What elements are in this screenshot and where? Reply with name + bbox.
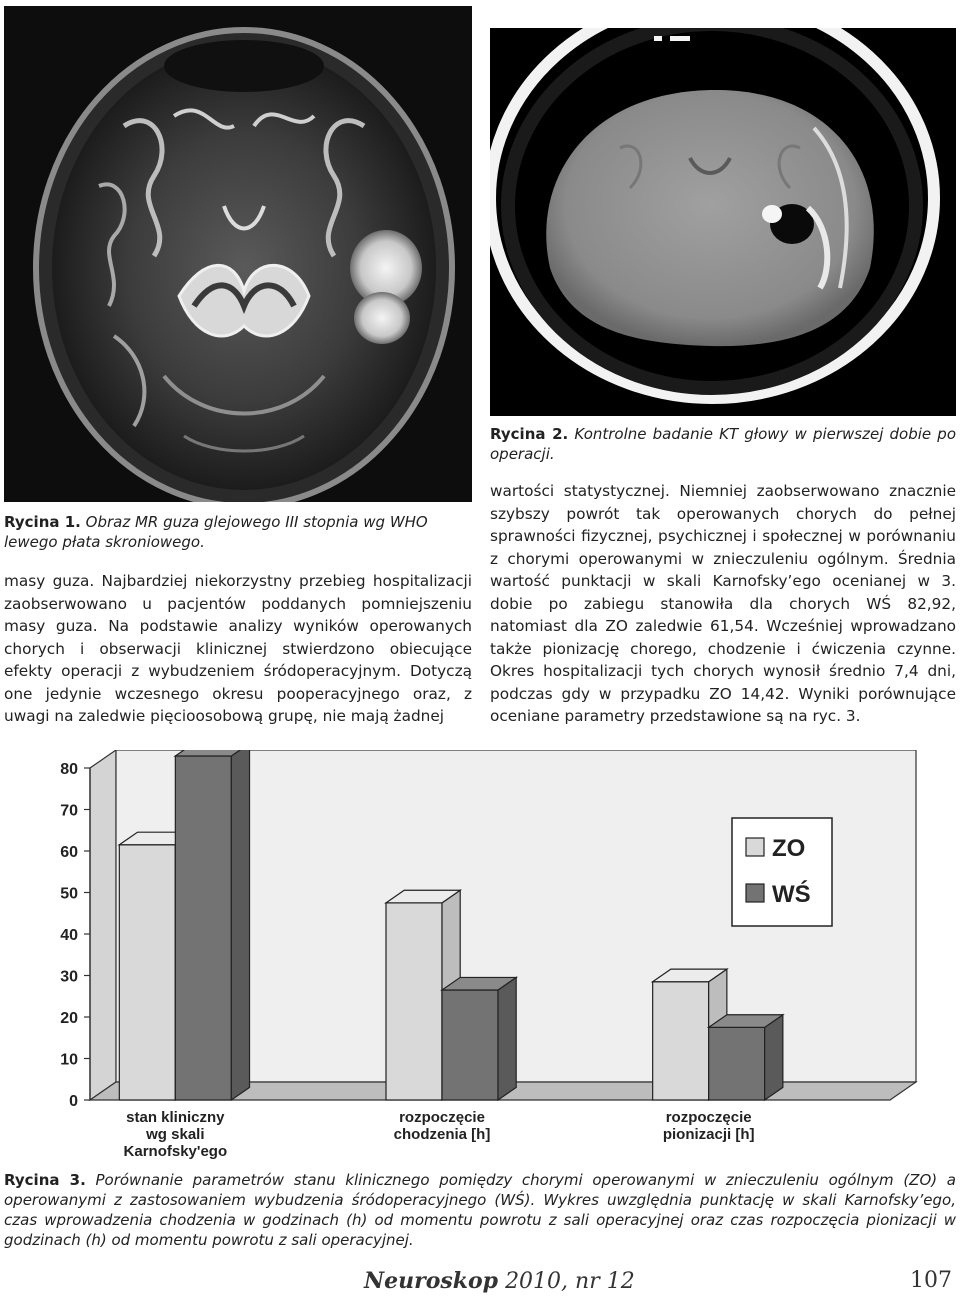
chart-side-wall (90, 750, 116, 1100)
figure-3-caption-text: Porównanie parametrów stanu klinicznego pomiędzy chorymi operowanymi w znieczuleniu ogólnym (ZO) a operowanymi z zastosowaniem wybudzenia śródoperacyjnego (WŚ). Wykres uwzględnia punktację w skali Karnofsky’ego, czas wprowadzenia chodzenia w godzinach (h) od momentu powrotu z sali operacyjnej oraz czas rozpoczęcia pionizacji w godzinach (h) od momentu powrotu z sali operacyjnej. (4, 1171, 956, 1249)
body-paragraph-right: wartości statystycznej. Niemniej zaobserwowano znacznie szybszy powrót tak operowanych chorych do pełnej sprawności fizycznej, psychicznej i społecznej w porównaniu z chorymi operowanymi w znieczuleniu ogólnym. Średnia wartość punktacji w skali Karnofsky’ego ocenianej w 3. dobie po zabiegu stanowiła dla chorych WŚ 82,92, natomiast dla ZO zaledwie 61,54. Wcześniej wprowadzano także pionizację chorego, chodzenie i ćwiczenia czynne. Okres hospitalizacji tych chorych wynosił średnio 7,4 dni, podczas gdy w przypadku ZO 14,42. Wyniki porównujące oceniane parametry przedstawione są na ryc. 3. (490, 482, 956, 725)
legend-label-WŚ: WŚ (772, 881, 811, 908)
category-label: wg skali (146, 1126, 205, 1143)
bar-ZO-2 (653, 982, 709, 1100)
y-tick-label: 50 (60, 885, 78, 903)
figure-2-caption-text: Kontrolne badanie KT głowy w pierwszej dobie po operacji. (490, 425, 956, 463)
figure-2-caption-label: Rycina 2. (490, 425, 569, 443)
category-label: chodzenia [h] (393, 1126, 491, 1143)
journal-issue: 2010, nr 12 (505, 1269, 635, 1294)
y-tick-label: 0 (69, 1093, 78, 1110)
bar-chart-svg (40, 750, 940, 1160)
body-text-left-column (4, 570, 472, 728)
figure-1-caption (4, 512, 472, 552)
category-label: rozpoczęcie (665, 1109, 752, 1126)
figure-1-mr-image (4, 6, 472, 502)
figure-2-caption (490, 424, 956, 464)
page-number: 107 (910, 1268, 952, 1293)
y-tick-label: 70 (60, 802, 78, 820)
figure-3-bar-chart (40, 750, 940, 1160)
bar-WŚ-0 (175, 756, 231, 1100)
y-tick-label: 10 (60, 1051, 78, 1069)
bar-side-WŚ-1 (498, 977, 516, 1100)
category-label: Karnofsky'ego (123, 1143, 228, 1160)
journal-footer (364, 1268, 635, 1294)
bar-ZO-0 (119, 845, 175, 1100)
legend-label-ZO: ZO (772, 835, 806, 862)
figure-1-caption-label: Rycina 1. (4, 513, 81, 531)
legend-swatch-WŚ (746, 884, 764, 902)
body-paragraph-left: masy guza. Najbardziej niekorzystny przebieg hospitalizacji zaobserwowano u pacjentów poddanych pomniejszeniu masy guza. Na podstawie analizy wyników operowanych chorych i obserwacji klinicznej stwierdzono obiecujące efekty operacji z wybudzeniem śródoperacyjnym. Dotyczą one jedynie wczesnego okresu pooperacyjnego oraz, z uwagi na zaledwie pięcioosobową grupę, nie mają żadnej (4, 572, 472, 725)
figure-3-caption (4, 1170, 956, 1250)
y-tick-label: 80 (60, 761, 78, 778)
ct-head-image (490, 28, 956, 416)
y-tick-label: 60 (60, 844, 78, 861)
y-tick-label: 20 (60, 1010, 78, 1027)
category-label: rozpoczęcie (399, 1109, 485, 1126)
y-tick-label: 40 (60, 927, 78, 944)
bar-side-WŚ-2 (765, 1015, 783, 1100)
mr-brain-image (4, 6, 472, 502)
category-label: pionizacji [h] (662, 1126, 755, 1143)
figure-2-ct-image (490, 28, 956, 416)
category-label: stan kliniczny (126, 1109, 225, 1126)
legend-swatch-ZO (746, 838, 764, 856)
bar-WŚ-1 (442, 990, 498, 1100)
bar-WŚ-2 (709, 1027, 765, 1100)
journal-name: Neuroskop (364, 1268, 499, 1294)
figure-1-caption-text: Obraz MR guza glejowego III stopnia wg WHO lewego płata skroniowego. (4, 513, 428, 551)
body-text-right-column (490, 480, 956, 728)
bar-ZO-1 (386, 903, 442, 1100)
figure-3-caption-label: Rycina 3. (4, 1171, 86, 1189)
bar-side-WŚ-0 (231, 750, 249, 1100)
y-tick-label: 30 (60, 968, 78, 986)
